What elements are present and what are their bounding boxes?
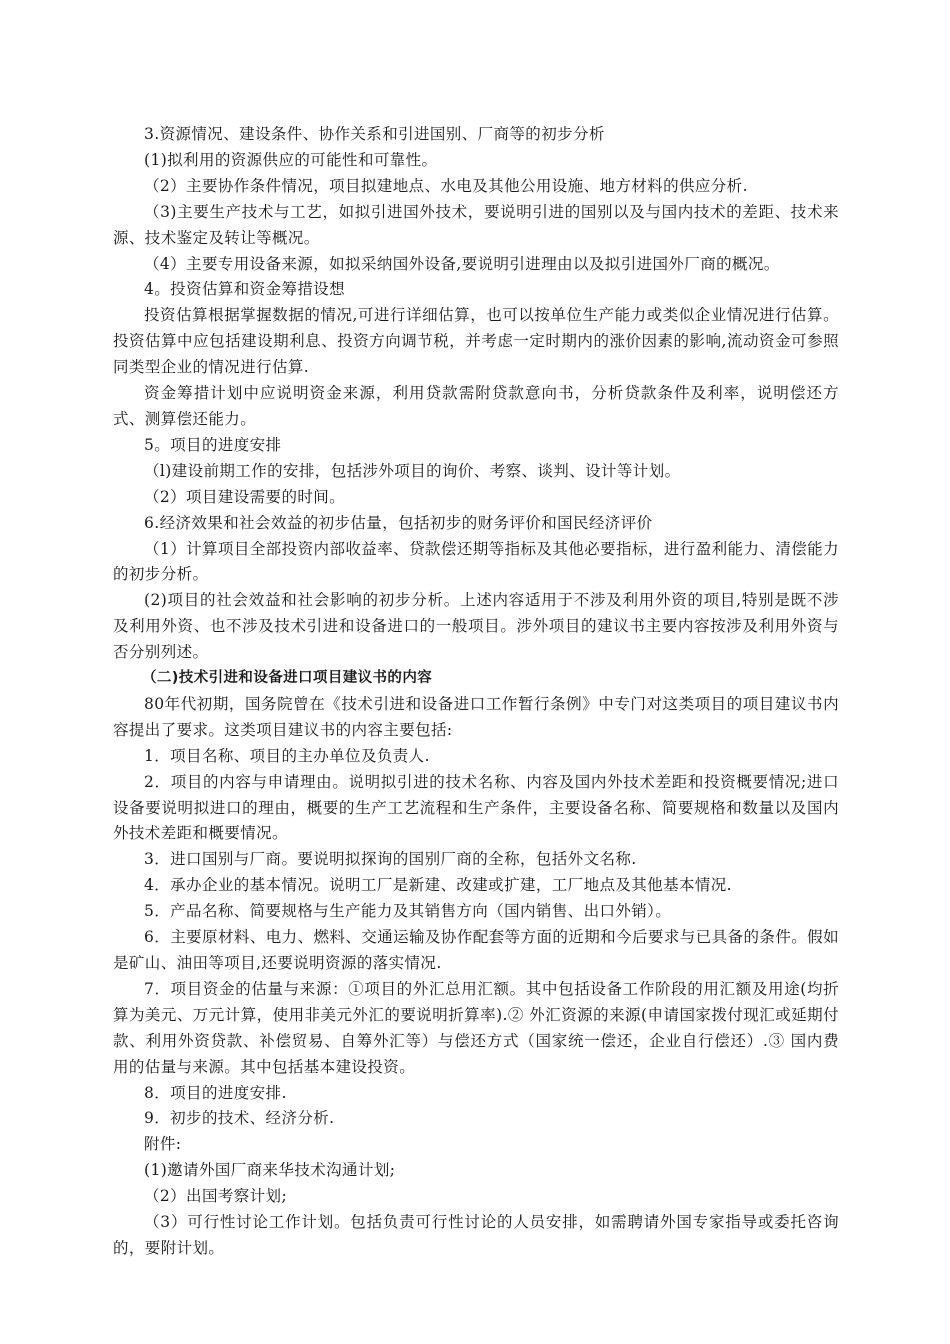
list-item: （4）主要专用设备来源，如拟采纳国外设备,要说明引进理由以及拟引进国外厂商的概况。 bbox=[144, 254, 780, 273]
list-item: （l)建设前期工作的安排，包括涉外项目的询价、考察、谈判、设计等计划。 bbox=[144, 461, 681, 480]
list-item: 2．项目的内容与申请理由。说明拟引进的技术名称、内容及国内外技术差距和投资概要情况;进口设备要说明拟进口的理由，概要的生产工艺流程和生产条件，主要设备名称、简要规格和数量以及国内外技术差距和概要情况。 bbox=[113, 772, 839, 843]
attachment-item: （3）可行性讨论工作计划。包括负责可行性讨论的人员安排，如需聘请外国专家指导或委托咨询的，要附计划。 bbox=[113, 1213, 839, 1257]
attachments-label: 附件: bbox=[144, 1135, 182, 1154]
attachment-item: (1)邀请外国厂商来华技术沟通计划; bbox=[144, 1161, 396, 1180]
subsection-title: （二)技术引进和设备进口项目建议书的内容 bbox=[142, 670, 433, 687]
section-heading: 6.经济效果和社会效益的初步估量，包括初步的财务评价和国民经济评价 bbox=[144, 513, 653, 532]
list-item: （3)主要生产技术与工艺，如拟引进国外技术，要说明引进的国别以及与国内技术的差距、技术来源、技术鉴定及转让等概况。 bbox=[113, 202, 839, 247]
list-item: 4．承办企业的基本情况。说明工厂是新建、改建或扩建，工厂地点及其他基本情况. bbox=[144, 876, 732, 895]
body-paragraph: 投资估算根据掌握数据的情况,可进行详细估算，也可以按单位生产能力或类似企业情况进行估算。投资估算中应包括建设期利息、投资方向调节税，并考虑一定时期内的涨价因素的影响,流动资金可参照同类型企业的情况进行估算. bbox=[113, 306, 839, 377]
list-item: 5．产品名称、简要规格与生产能力及其销售方向（国内销售、出口外销）。 bbox=[144, 902, 672, 921]
list-item: （1）计算项目全部投资内部收益率、贷款偿还期等指标及其他必要指标，进行盈利能力、清偿能力的初步分析。 bbox=[113, 539, 839, 584]
attachment-item: （2）出国考察计划; bbox=[144, 1187, 288, 1206]
document-body bbox=[113, 122, 839, 1262]
list-item: 8．项目的进度安排. bbox=[144, 1083, 287, 1102]
body-paragraph: 80年代初期，国务院曾在《技术引进和设备进口工作暂行条例》中专门对这类项目的项目建议书内容提出了要求。这类项目建议书的内容主要包括: bbox=[113, 694, 839, 739]
section-heading: 4。投资估算和资金筹措设想 bbox=[144, 280, 346, 299]
list-item: 7．项目资金的估量与来源：①项目的外汇总用汇额。其中包括设备工作阶段的用汇额及用途(均折算为美元、万元计算，使用非美元外汇的要说明折算率).② 外汇资源的来源(申请国家拨付现汇或延期付款、利用外资贷款、补偿贸易、自筹外汇等）与偿还方式（国家统一偿还，企业自行偿还）.③ 国内费用的估量与来源。其中包括基本建设投资。 bbox=[113, 979, 839, 1076]
list-item: 6．主要原材料、电力、燃料、交通运输及协作配套等方面的近期和今后要求与已具备的条件。假如是矿山、油田等项目,还要说明资源的落实情况. bbox=[113, 928, 839, 972]
list-item: （2）主要协作条件情况，项目拟建地点、水电及其他公用设施、地方材料的供应分析. bbox=[144, 176, 748, 195]
list-item: 9．初步的技术、经济分析. bbox=[144, 1109, 335, 1128]
list-item: (2)项目的社会效益和社会影响的初步分析。上述内容适用于不涉及利用外资的项目,特别是既不涉及利用外资、也不涉及技术引进和设备进口的一般项目。涉外项目的建议书主要内容按涉及利用外资与否分别列述。 bbox=[113, 591, 839, 662]
list-item: 1．项目名称、项目的主办单位及负责人. bbox=[144, 746, 430, 765]
section-heading: 5。项目的进度安排 bbox=[144, 435, 282, 454]
list-item: 3．进口国别与厂商。要说明拟探询的国别厂商的全称，包括外文名称. bbox=[144, 850, 637, 869]
list-item: (1)拟利用的资源供应的可能性和可靠性。 bbox=[144, 150, 438, 169]
section-heading: 3.资源情况、建设条件、协作关系和引进国别、厂商等的初步分析 bbox=[144, 125, 605, 143]
list-item: （2）项目建设需要的时间。 bbox=[144, 487, 346, 506]
body-paragraph: 资金筹措计划中应说明资金来源，利用贷款需附贷款意向书，分析贷款条件及利率，说明偿还方式、测算偿还能力。 bbox=[113, 384, 839, 428]
